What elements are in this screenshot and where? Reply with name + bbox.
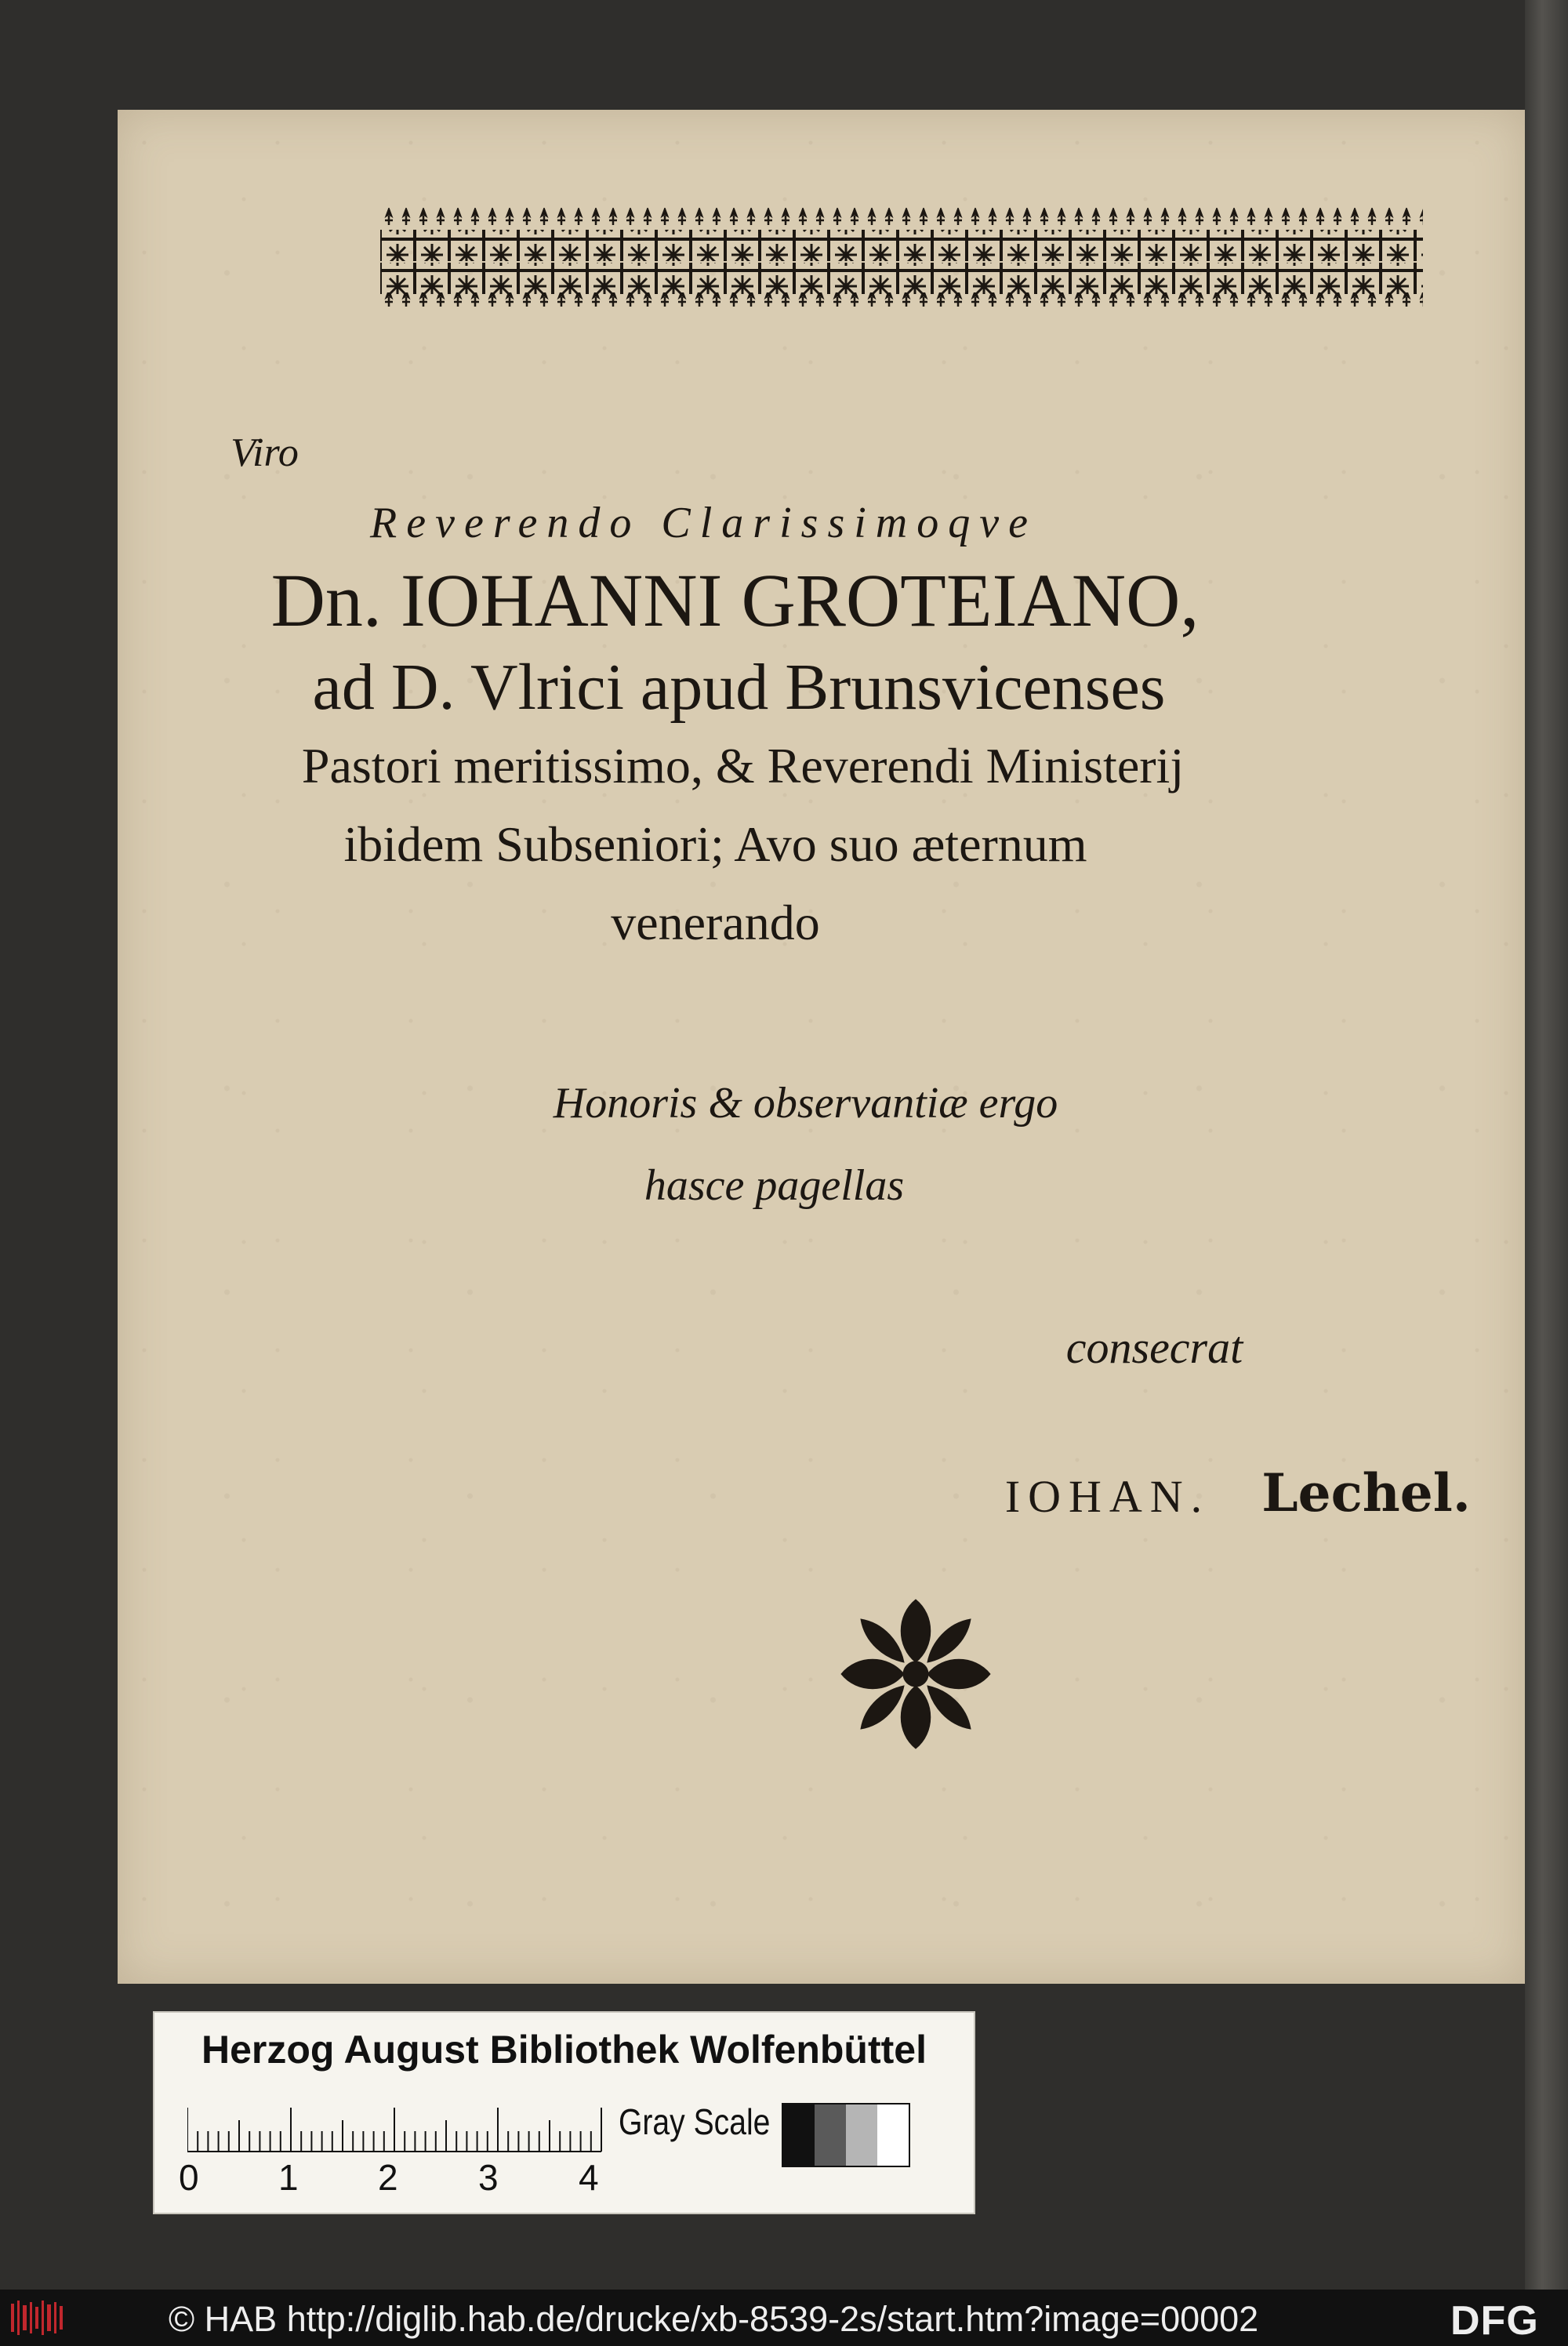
ruler-number-4: 4 bbox=[579, 2157, 599, 2198]
gray-patch-3 bbox=[877, 2104, 909, 2166]
book-edge-strip bbox=[1525, 0, 1568, 2290]
document-page bbox=[118, 110, 1525, 1984]
chart-title: Herzog August Bibliothek Wolfenbüttel bbox=[201, 2028, 927, 2072]
footer-bar bbox=[0, 2290, 1568, 2346]
gray-scale-patches bbox=[782, 2103, 910, 2167]
color-calibration-chart bbox=[153, 2011, 975, 2214]
ruler-number-0: 0 bbox=[179, 2157, 199, 2198]
text-pastori: Pastori meritissimo, & Reverendi Ministerij bbox=[301, 738, 1185, 794]
gray-patch-0 bbox=[783, 2104, 815, 2166]
text-ad-vlrici: ad D. Vlrici apud Brunsvicenses bbox=[312, 651, 1166, 724]
text-viro: Viro bbox=[230, 430, 299, 475]
text-hasce: hasce pagellas bbox=[644, 1161, 905, 1210]
text-reverendo: Reverendo Clarissimoqve bbox=[370, 499, 1037, 547]
ornamental-border-icon bbox=[380, 208, 1423, 310]
text-consecrat: consecrat bbox=[1065, 1322, 1243, 1373]
text-venerando: venerando bbox=[611, 895, 820, 950]
gray-scale-label: Gray Scale bbox=[619, 2101, 771, 2142]
footer-copyright-link[interactable]: © HAB http://diglib.hab.de/drucke/xb-8539-2s/start.htm?image=00002 bbox=[169, 2299, 1259, 2339]
text-ibidem: ibidem Subseniori; Avo suo æternum bbox=[343, 816, 1087, 872]
ruler-scale bbox=[187, 2095, 611, 2158]
text-dedicatee-name: Dn. IOHANNI GROTEIANO, bbox=[270, 558, 1200, 642]
ruler-number-1: 1 bbox=[278, 2157, 299, 2198]
ruler-number-3: 3 bbox=[478, 2157, 499, 2198]
ruler-number-2: 2 bbox=[378, 2157, 398, 2198]
signature-first-name: IOHAN. bbox=[1004, 1471, 1210, 1522]
fleuron-icon bbox=[826, 1584, 1006, 1764]
dfg-logo: DFG bbox=[1450, 2298, 1539, 2344]
text-honoris: Honoris & observantiæ ergo bbox=[553, 1079, 1058, 1128]
hab-barcode-logo-icon bbox=[11, 2301, 66, 2335]
gray-patch-1 bbox=[815, 2104, 846, 2166]
gray-patch-2 bbox=[846, 2104, 877, 2166]
signature-surname: Lechel. bbox=[1261, 1462, 1471, 1523]
